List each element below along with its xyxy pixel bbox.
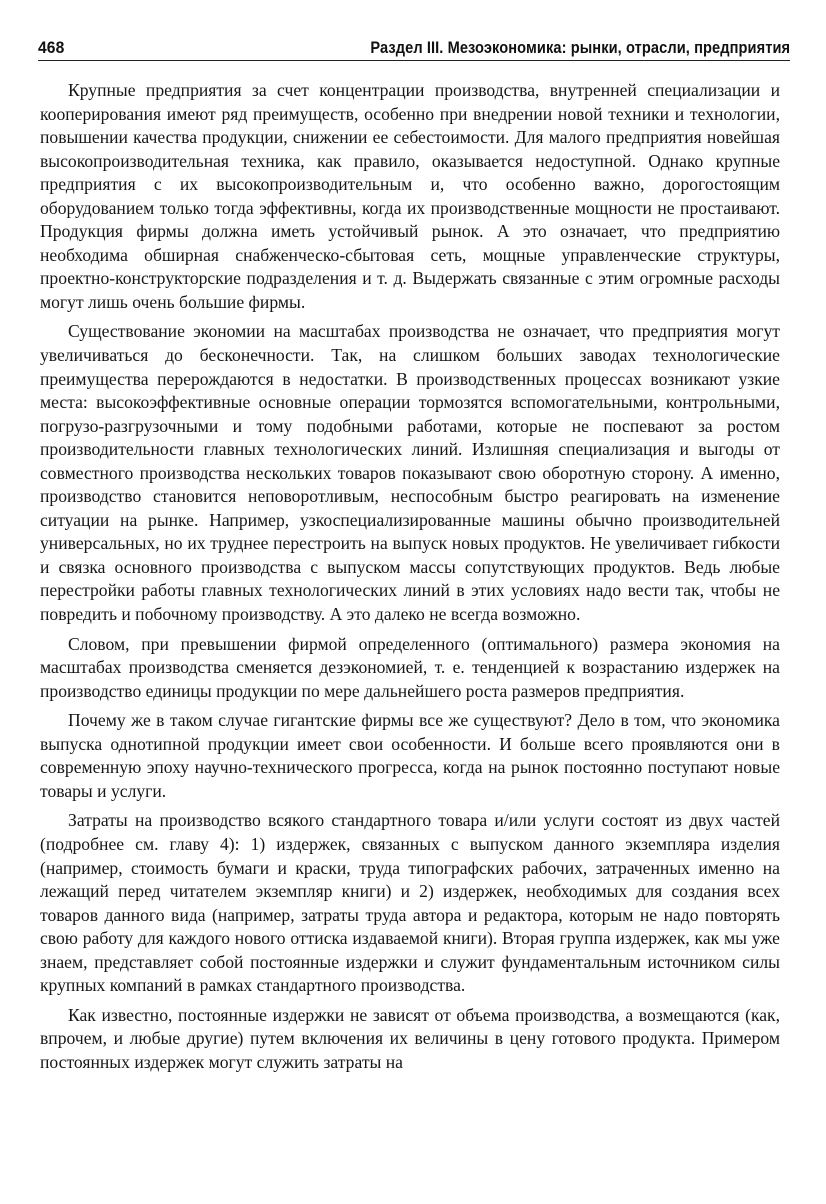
paragraph: Существование экономии на масштабах производства не означает, что предприятия могут увеличиваться до бесконечности. Так, на слишком больших заводах технологические преимущества перерождаются в недостатки. В производственных процессах возникают узкие места: высокоэффективные основные операции тормозятся вспомогательными, контрольными, погрузо-разгрузочными и тому подобными работами, которые не поспевают за ростом производительности главных технологических линий. Излишняя специализация и выгоды от совместного производства нескольких товаров показывают свою оборотную сторону. А именно, производство становится неповоротливым, неспособным быстро реагировать на изменение ситуации на рынке. Например, узкоспециализированные машины обычно производительней универсальных, но их труднее перестроить на выпуск новых продуктов. Не увеличивает гибкости и связка основного производства с выпуском массы сопутствующих продуктов. Ведь любые перестройки работы главных технологических линий в этих условиях надо вести так, чтобы не повредить и побочному производству. А это далеко не всегда возможно. <box>40 321 780 625</box>
body-text <box>40 79 780 1080</box>
header-divider <box>38 60 790 61</box>
paragraph: Почему же в таком случае гигантские фирмы все же существуют? Дело в том, что экономика выпуска однотипной продукции имеет свои особенности. И больше всего проявляются они в современную эпоху научно-технического прогресса, когда на рынок постоянно поступают новые товары и услуги. <box>40 710 780 801</box>
paragraph: Крупные предприятия за счет концентрации производства, внутренней специализации и кооперирования имеют ряд преимуществ, особенно при внедрении новой техники и технологии, повышении качества продукции, снижении ее себестоимости. Для малого предприятия новейшая высокопроизводительная техника, как правило, оказывается недоступной. Однако крупные предприятия с их высокопроизводительным и, что особенно важно, дорогостоящим оборудованием только тогда эффективны, когда их производственные мощности не простаивают. Продукция фирмы должна иметь устойчивый рынок. А это означает, что предприятию необходима обширная снабженческо-сбытовая сеть, мощные управленческие структуры, проектно-конструкторские подразделения и т. д. Выдержать связанные с этим огромные расходы могут лишь очень большие фирмы. <box>40 80 780 312</box>
paragraph: Как известно, постоянные издержки не зависят от объема производства, а возмещаются (как, впрочем, и любые другие) путем включения их величины в цену готового продукта. Примером постоянных издержек могут служить затраты на <box>40 1004 780 1072</box>
page-number: 468 <box>38 38 65 57</box>
paragraph: Затраты на производство всякого стандартного товара и/или услуги состоят из двух частей (подробнее см. главу 4): 1) издержек, связанных с выпуском данного экземпляра изделия (например, стоимость бумаги и краски, труда типографских рабочих, затраченных именно на лежащий перед читателем экземпляр книги) и 2) издержек, необходимых для создания всех товаров данного вида (например, затраты труда автора и редактора, которым не надо повторять свою работу для каждого нового оттиска издаваемой книги). Вторая группа издержек, как мы уже знаем, представляет собой постоянные издержки и служит фундаментальным источником силы крупных компаний в рамках стандартного производства. <box>40 810 780 996</box>
running-head <box>38 30 790 58</box>
paragraph: Словом, при превышении фирмой определенного (оптимального) размера экономия на масштабах производства сменяется дезэкономией, т. е. тенденцией к возрастанию издержек на производство единицы продукции по мере дальнейшего роста размеров предприятия. <box>40 633 780 701</box>
section-title: Раздел III. Мезоэкономика: рынки, отрасли, предприятия <box>370 38 790 57</box>
